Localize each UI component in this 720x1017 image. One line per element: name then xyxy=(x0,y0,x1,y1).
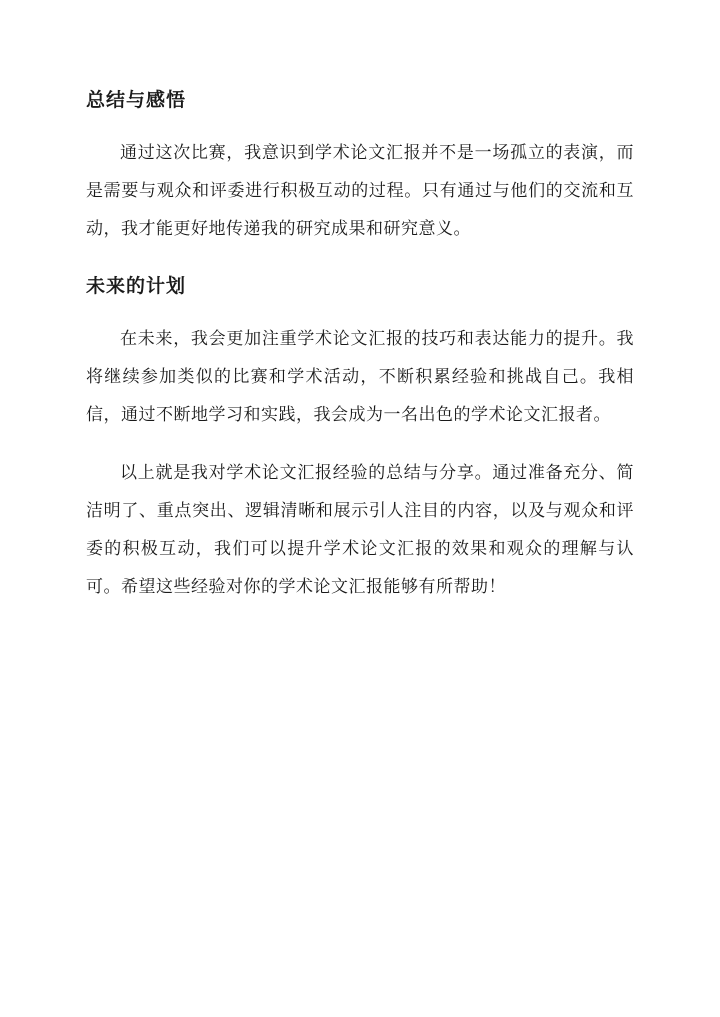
document-body xyxy=(86,84,634,606)
paragraph-conclusion: 以上就是我对学术论文汇报经验的总结与分享。通过准备充分、简洁明了、重点突出、逻辑清晰和展示引人注目的内容，以及与观众和评委的积极互动，我们可以提升学术论文汇报的效果和观众的理解与认可。希望这些经验对你的学术论文汇报能够有所帮助！ xyxy=(86,463,634,597)
paragraph-summary: 通过这次比赛，我意识到学术论文汇报并不是一场孤立的表演，而是需要与观众和评委进行积极互动的过程。只有通过与他们的交流和互动，我才能更好地传递我的研究成果和研究意义。 xyxy=(86,143,634,239)
paragraph-future-plan: 在未来，我会更加注重学术论文汇报的技巧和表达能力的提升。我将继续参加类似的比赛和学术活动，不断积累经验和挑战自己。我相信，通过不断地学习和实践，我会成为一名出色的学术论文汇报者。 xyxy=(86,329,634,425)
spacer xyxy=(86,248,634,270)
spacer xyxy=(86,434,634,454)
section-heading-future-plan: 未来的计划 xyxy=(86,275,187,297)
spacer xyxy=(86,116,634,134)
spacer xyxy=(86,302,634,320)
section-heading-summary: 总结与感悟 xyxy=(86,89,187,111)
